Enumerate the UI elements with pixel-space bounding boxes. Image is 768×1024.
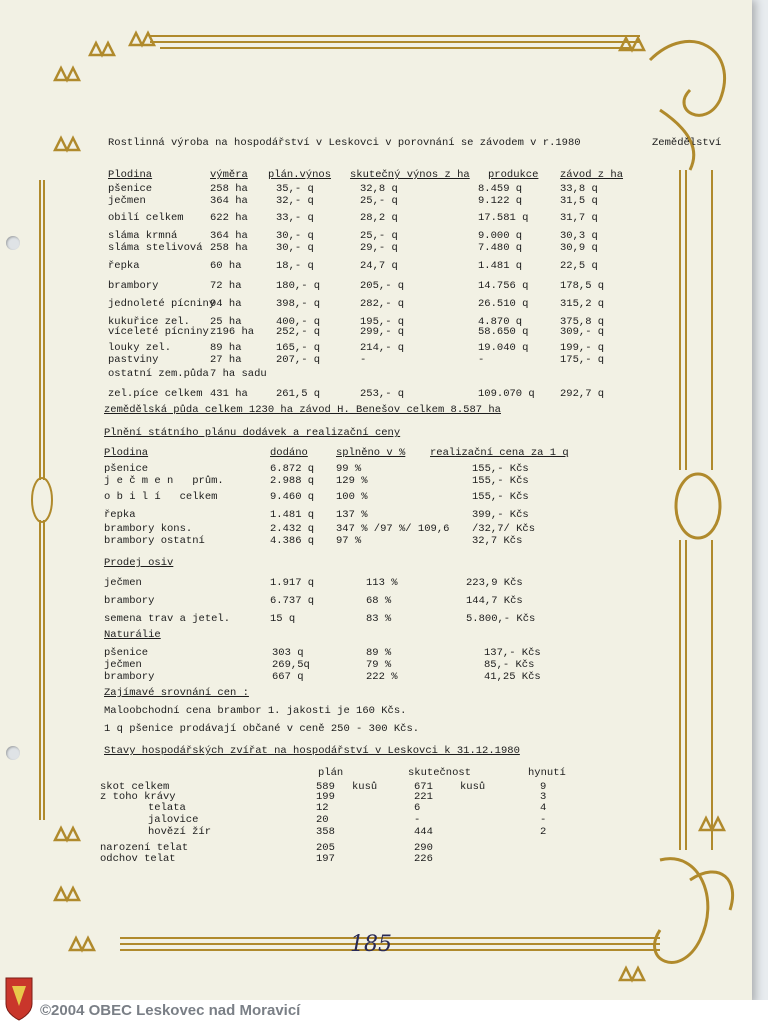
crop-cell: 364 ha bbox=[210, 195, 248, 207]
livestock-cell: 358 bbox=[316, 826, 335, 838]
crop-cell: 165,- q bbox=[276, 342, 321, 354]
livestock-cell: 2 bbox=[540, 826, 547, 838]
crop-cell: 9.000 q bbox=[478, 230, 523, 242]
livestock-cell: 226 bbox=[414, 853, 433, 865]
plan-cell: 1.481 q bbox=[270, 509, 315, 521]
crop-cell: 18,- q bbox=[276, 260, 314, 272]
crop-cell: 258 ha bbox=[210, 183, 248, 195]
crop-cell: 1.481 q bbox=[478, 260, 523, 272]
crop-cell: 375,8 q bbox=[560, 316, 605, 328]
plan-cell: řepka bbox=[104, 509, 136, 521]
prices-title: Zajímavé srovnání cen : bbox=[104, 687, 249, 699]
crop-cell: ječmen bbox=[108, 195, 146, 207]
crop-cell: 28,2 q bbox=[360, 212, 398, 224]
crop-cell: ostatní zem.půda bbox=[108, 368, 209, 380]
crop-cell: 25,- q bbox=[360, 195, 398, 207]
crop-cell: 207,- q bbox=[276, 354, 321, 366]
livestock-cell: 589 bbox=[316, 781, 335, 793]
crop-cell: 253,- q bbox=[360, 388, 405, 400]
crop-cell: 431 ha bbox=[210, 388, 248, 400]
plan-cell: 137 % bbox=[336, 509, 368, 521]
plan-cell: j e č m e n prům. bbox=[104, 475, 224, 487]
livestock-cell: 444 bbox=[414, 826, 433, 838]
crop-cell: brambory bbox=[108, 280, 159, 292]
plan-cell: 99 % bbox=[336, 463, 362, 475]
crop-cell: 31,7 q bbox=[560, 212, 598, 224]
livestock-cell: 4 bbox=[540, 802, 547, 814]
livestock-cell: hovězí žír bbox=[148, 826, 212, 838]
plan-cell: /32,7/ Kčs bbox=[472, 523, 536, 535]
crop-cell: z196 ha bbox=[210, 326, 255, 338]
crop-cell: 8.459 q bbox=[478, 183, 523, 195]
naturalie-cell: 41,25 Kčs bbox=[484, 671, 541, 683]
livestock-col-skutecnost: skutečnost bbox=[408, 767, 472, 779]
crop-cell: 9.122 q bbox=[478, 195, 523, 207]
crop-cell: 33,- q bbox=[276, 212, 314, 224]
livestock-cell: 671 bbox=[414, 781, 433, 793]
crop-cell: jednoleté pícniny bbox=[108, 298, 216, 310]
plan-cell: 6.872 q bbox=[270, 463, 315, 475]
plan-cell: 155,- Kčs bbox=[472, 463, 529, 475]
crop-cell: zel.píce celkem bbox=[108, 388, 203, 400]
naturalie-title: Naturálie bbox=[104, 629, 161, 641]
crop-cell: 7 ha sadu bbox=[210, 368, 267, 380]
crop-cell: 258 ha bbox=[210, 242, 248, 254]
livestock-cell: odchov telat bbox=[100, 853, 176, 865]
livestock-title: Stavy hospodářských zvířat na hospodářství v Leskovci k 31.12.1980 bbox=[104, 745, 520, 757]
livestock-cell: telata bbox=[148, 802, 186, 814]
seed-cell: semena trav a jetel. bbox=[104, 613, 231, 625]
crop-cell: 282,- q bbox=[360, 298, 405, 310]
plan-cell: 2.432 q bbox=[270, 523, 315, 535]
plan-cell: 129 % bbox=[336, 475, 368, 487]
crop-cell: 30,9 q bbox=[560, 242, 598, 254]
crop-cell: kukuřice zel. bbox=[108, 316, 190, 328]
livestock-cell: narození telat bbox=[100, 842, 189, 854]
crop-cell: 60 ha bbox=[210, 260, 242, 272]
col-produkce: produkce bbox=[488, 169, 539, 181]
crop-cell: 35,- q bbox=[276, 183, 314, 195]
crop-cell: 199,- q bbox=[560, 342, 605, 354]
plan-cell: brambory kons. bbox=[104, 523, 193, 535]
col-vymera: výměra bbox=[210, 169, 248, 181]
page-number: 185 bbox=[350, 932, 392, 957]
plan-col-dodano: dodáno bbox=[270, 447, 308, 459]
crop-cell: 195,- q bbox=[360, 316, 405, 328]
crop-cell: 7.480 q bbox=[478, 242, 523, 254]
naturalie-cell: 85,- Kčs bbox=[484, 659, 535, 671]
seed-cell: 68 % bbox=[366, 595, 392, 607]
crop-cell: 24,7 q bbox=[360, 260, 398, 272]
crop-cell: 17.581 q bbox=[478, 212, 529, 224]
crop-cell: 299,- q bbox=[360, 326, 405, 338]
crop-cell: 364 ha bbox=[210, 230, 248, 242]
crop-cell: 398,- q bbox=[276, 298, 321, 310]
seed-cell: brambory bbox=[104, 595, 155, 607]
crop-cell: 25 ha bbox=[210, 316, 242, 328]
naturalie-cell: 269,5q bbox=[272, 659, 310, 671]
seed-cell: 5.800,- Kčs bbox=[466, 613, 536, 625]
crop-cell: 4.870 q bbox=[478, 316, 523, 328]
document-title: Rostlinná výroba na hospodářství v Leskovci v porovnání se závodem v r.1980 bbox=[108, 137, 581, 149]
crop-cell: - bbox=[478, 354, 485, 366]
section-label: Zemědělství bbox=[652, 137, 722, 149]
crop-cell: 309,- q bbox=[560, 326, 605, 338]
crop-cell: 14.756 q bbox=[478, 280, 529, 292]
footer-bar bbox=[0, 1000, 768, 1024]
seed-cell: ječmen bbox=[104, 577, 142, 589]
crop-cell: - bbox=[360, 354, 367, 366]
crop-cell: sláma krmná bbox=[108, 230, 178, 242]
crop-cell: 622 ha bbox=[210, 212, 248, 224]
crop-cell: obilí celkem bbox=[108, 212, 184, 224]
crop-cell: 400,- q bbox=[276, 316, 321, 328]
plan-title: Plnění státního plánu dodávek a realizační ceny bbox=[104, 427, 401, 439]
plan-cell: 4.386 q bbox=[270, 535, 315, 547]
copyright-text: ©2004 OBEC Leskovec nad Moravicí bbox=[40, 1002, 301, 1019]
crop-cell: 30,3 q bbox=[560, 230, 598, 242]
crop-cell: 261,5 q bbox=[276, 388, 321, 400]
livestock-cell: 20 bbox=[316, 814, 329, 826]
livestock-cell: z toho krávy bbox=[100, 791, 176, 803]
crop-cell: 94 ha bbox=[210, 298, 242, 310]
crop-cell: 31,5 q bbox=[560, 195, 598, 207]
plan-cell: 100 % bbox=[336, 491, 368, 503]
livestock-col-plan: plán bbox=[318, 767, 344, 779]
seed-cell: 15 q bbox=[270, 613, 296, 625]
crop-cell: 19.040 q bbox=[478, 342, 529, 354]
livestock-cell: 197 bbox=[316, 853, 335, 865]
total-line: zemědělská půda celkem 1230 ha závod H. Benešov celkem 8.587 ha bbox=[104, 404, 501, 416]
crop-cell: pastviny bbox=[108, 354, 159, 366]
crop-cell: 30,- q bbox=[276, 242, 314, 254]
naturalie-cell: 667 q bbox=[272, 671, 304, 683]
crop-cell: 32,8 q bbox=[360, 183, 398, 195]
col-plan-vynos: plán.výnos bbox=[268, 169, 332, 181]
livestock-cell: 3 bbox=[540, 791, 547, 803]
naturalie-cell: 222 % bbox=[366, 671, 398, 683]
seed-cell: 223,9 Kčs bbox=[466, 577, 523, 589]
seed-cell: 113 % bbox=[366, 577, 398, 589]
crop-cell: louky zel. bbox=[108, 342, 172, 354]
plan-col-splneno: splněno v % bbox=[336, 447, 406, 459]
crop-cell: 58.650 q bbox=[478, 326, 529, 338]
prices-line-1: Maloobchodní cena brambor 1. jakosti je 160 Kčs. bbox=[104, 705, 407, 717]
crop-cell: víceleté pícniny bbox=[108, 326, 209, 338]
coat-of-arms-icon bbox=[4, 976, 34, 1022]
crop-cell: 178,5 q bbox=[560, 280, 605, 292]
crop-cell: 109.070 q bbox=[478, 388, 535, 400]
crop-cell: 89 ha bbox=[210, 342, 242, 354]
seed-title: Prodej osiv bbox=[104, 557, 174, 569]
seed-cell: 1.917 q bbox=[270, 577, 315, 589]
livestock-cell: jalovice bbox=[148, 814, 199, 826]
plan-cell: 155,- Kčs bbox=[472, 491, 529, 503]
livestock-cell: kusů bbox=[460, 781, 486, 793]
livestock-cell: - bbox=[540, 814, 547, 826]
crop-cell: 22,5 q bbox=[560, 260, 598, 272]
plan-cell: 2.988 q bbox=[270, 475, 315, 487]
naturalie-cell: 303 q bbox=[272, 647, 304, 659]
livestock-cell: skot celkem bbox=[100, 781, 170, 793]
plan-cell: o b i l í celkem bbox=[104, 491, 218, 503]
plan-cell: 32,7 Kčs bbox=[472, 535, 523, 547]
crop-cell: 29,- q bbox=[360, 242, 398, 254]
plan-cell: 347 % /97 %/ 109,6 bbox=[336, 523, 450, 535]
livestock-cell: - bbox=[414, 814, 421, 826]
seed-cell: 6.737 q bbox=[270, 595, 315, 607]
plan-cell: pšenice bbox=[104, 463, 149, 475]
naturalie-cell: brambory bbox=[104, 671, 155, 683]
crop-cell: 33,8 q bbox=[560, 183, 598, 195]
plan-col-cena: realizační cena za 1 q bbox=[430, 447, 569, 459]
livestock-col-hynuti: hynutí bbox=[528, 767, 566, 779]
crop-cell: pšenice bbox=[108, 183, 153, 195]
crop-cell: 30,- q bbox=[276, 230, 314, 242]
livestock-cell: 199 bbox=[316, 791, 335, 803]
plan-cell: brambory ostatní bbox=[104, 535, 205, 547]
plan-cell: 399,- Kčs bbox=[472, 509, 529, 521]
crop-cell: 205,- q bbox=[360, 280, 405, 292]
crop-cell: 175,- q bbox=[560, 354, 605, 366]
plan-cell: 97 % bbox=[336, 535, 362, 547]
col-skutecny-vynos: skutečný výnos z ha bbox=[350, 169, 470, 181]
naturalie-cell: pšenice bbox=[104, 647, 149, 659]
crop-cell: 252,- q bbox=[276, 326, 321, 338]
seed-cell: 144,7 Kčs bbox=[466, 595, 523, 607]
crop-cell: 292,7 q bbox=[560, 388, 605, 400]
livestock-cell: kusů bbox=[352, 781, 378, 793]
col-plodina: Plodina bbox=[108, 169, 153, 181]
crop-cell: 27 ha bbox=[210, 354, 242, 366]
naturalie-cell: 137,- Kčs bbox=[484, 647, 541, 659]
crop-cell: 72 ha bbox=[210, 280, 242, 292]
livestock-cell: 12 bbox=[316, 802, 329, 814]
livestock-cell: 9 bbox=[540, 781, 547, 793]
col-zavod: závod z ha bbox=[560, 169, 624, 181]
naturalie-cell: 79 % bbox=[366, 659, 392, 671]
naturalie-cell: 89 % bbox=[366, 647, 392, 659]
crop-cell: řepka bbox=[108, 260, 140, 272]
plan-cell: 155,- Kčs bbox=[472, 475, 529, 487]
seed-cell: 83 % bbox=[366, 613, 392, 625]
plan-col-plodina: Plodina bbox=[104, 447, 149, 459]
livestock-cell: 205 bbox=[316, 842, 335, 854]
crop-cell: 32,- q bbox=[276, 195, 314, 207]
prices-line-2: 1 q pšenice prodávají občané v ceně 250 - 300 Kčs. bbox=[104, 723, 420, 735]
crop-cell: 25,- q bbox=[360, 230, 398, 242]
plan-cell: 9.460 q bbox=[270, 491, 315, 503]
crop-cell: 315,2 q bbox=[560, 298, 605, 310]
livestock-cell: 290 bbox=[414, 842, 433, 854]
naturalie-cell: ječmen bbox=[104, 659, 142, 671]
crop-cell: sláma stelivová bbox=[108, 242, 203, 254]
crop-cell: 180,- q bbox=[276, 280, 321, 292]
crop-cell: 214,- q bbox=[360, 342, 405, 354]
crop-cell: 26.510 q bbox=[478, 298, 529, 310]
livestock-cell: 6 bbox=[414, 802, 421, 814]
livestock-cell: 221 bbox=[414, 791, 433, 803]
